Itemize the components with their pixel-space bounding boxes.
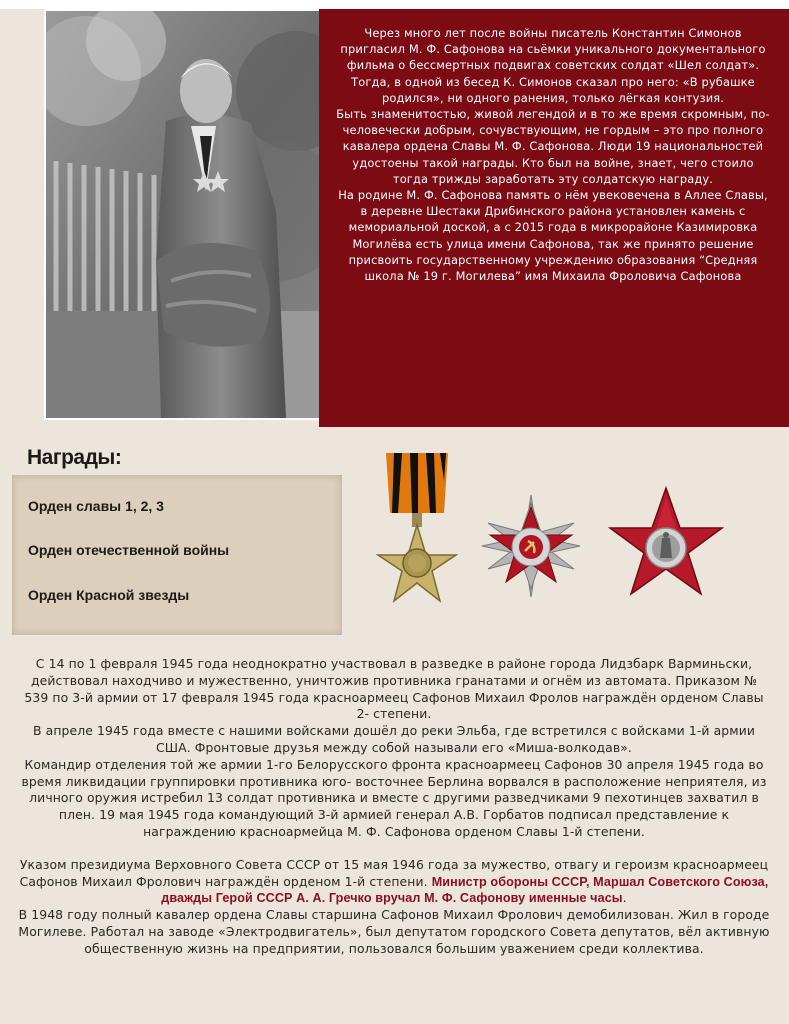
history-paragraph: В 1948 году полный кавалер ордена Славы старшина Сафонов Михаил Фролович демобилизован. Жил в городе Могилеве. Работал на заводе «Электродвигатель», был депутатом городского Совета депутатов, вёл активную общественную жизнь на предприятии, пользовался большим уважением среди коллектива. — [18, 907, 770, 956]
history-text — [18, 656, 770, 958]
order-of-glory-icon — [376, 451, 458, 605]
bio-paragraph: Быть знаменитостью, живой легендой и в то же время скромным, по- человечески добрым, сочувствующим, не гордым – это про полного кавалера ордена Славы М. Ф. Сафонова. Люди 19 национальностей удостоены такой награды. Кто был на войне, знает, чего стоило тогда трижды заработать эту солдатскую награду. — [336, 107, 770, 186]
bio-paragraph: На родине М. Ф. Сафонова память о нём увековечена в Аллее Славы, в деревне Шестаки Дрибинского района установлен камень с мемориальной доской, а с 2015 года в микрорайоне Казимировка Могилёва есть улица имени Сафонова, так же принято решение присвоить государственному учреждению образования “Средняя школа № 19 г. Могилева” имя Михаила Фроловича Сафонова — [338, 188, 768, 284]
order-of-patriotic-war-icon — [478, 493, 584, 599]
award-item: Орден славы 1, 2, 3 — [28, 498, 164, 514]
portrait-photo-frame — [44, 9, 338, 420]
top-band — [0, 0, 789, 9]
order-of-red-star-icon — [608, 486, 724, 602]
watch-award-highlight: Министр обороны СССР, Маршал Советского Союза, дважды Герой СССР А. А. Гречко вручал М. Ф. Сафонову именные часы — [161, 874, 769, 906]
history-paragraph-decree — [18, 857, 770, 907]
award-item: Орден отечественной войны — [28, 542, 230, 558]
biography-text — [336, 25, 770, 420]
history-paragraph: В апреле 1945 года вместе с нашими войсками дошёл до реки Эльба, где встретился с войсками 1-й армии США. Фронтовые друзья между собой называли его «Миша-волкодав». — [33, 723, 755, 755]
decree-end: . — [622, 890, 627, 906]
award-item: Орден Красной звезды — [28, 587, 190, 603]
decree-text: Указом президиума Верховного Совета СССР от 15 мая 1946 года за мужество, отвагу и героизм красноармеец Сафонов Михаил Фролович награждён орденом 1-й степени. — [19, 856, 769, 889]
awards-list-card — [12, 475, 342, 635]
veteran-portrait-photo — [46, 11, 336, 418]
bio-paragraph: Через много лет после войны писатель Константин Симонов пригласил М. Ф. Сафонова на сьёмки уникального документального фильма о бессмертных подвигах советских солдат «Шел солдат». Тогда, в одной из бесед К. Симонов сказал про него: «В рубашке родился», ни одного ранения, только лёгкая контузия. — [340, 26, 766, 105]
history-paragraph: С 14 по 1 февраля 1945 года неоднократно участвовал в разведке в районе города Лидзбарк Варминьски, действовал находчиво и мужественно, уничтожив противника гранатами и огнём из автомата. Приказом № 539 по 3-й армии от 17 февраля 1945 года красноармеец Сафонов Михаил Фролов награждён орденом Славы 2- степени. — [24, 656, 764, 722]
awards-heading: Награды: — [27, 446, 122, 469]
history-paragraph: Командир отделения той же армии 1-го Белорусского фронта красноармеец Сафонов 30 апреля 1945 года во время ликвидации группировки противника юго- восточнее Берлина ворвался в расположение неприятеля, из личного оружия истребил 13 солдат противника и вместе с другими разведчиками 9 пехотинцев захватил в плен. 19 мая 1945 года командующий 3-й армией генерал А.В. Горбатов подписал представление к награждению красноармейца М. Ф. Сафонова орденом Славы 1-й степени. — [21, 756, 767, 839]
